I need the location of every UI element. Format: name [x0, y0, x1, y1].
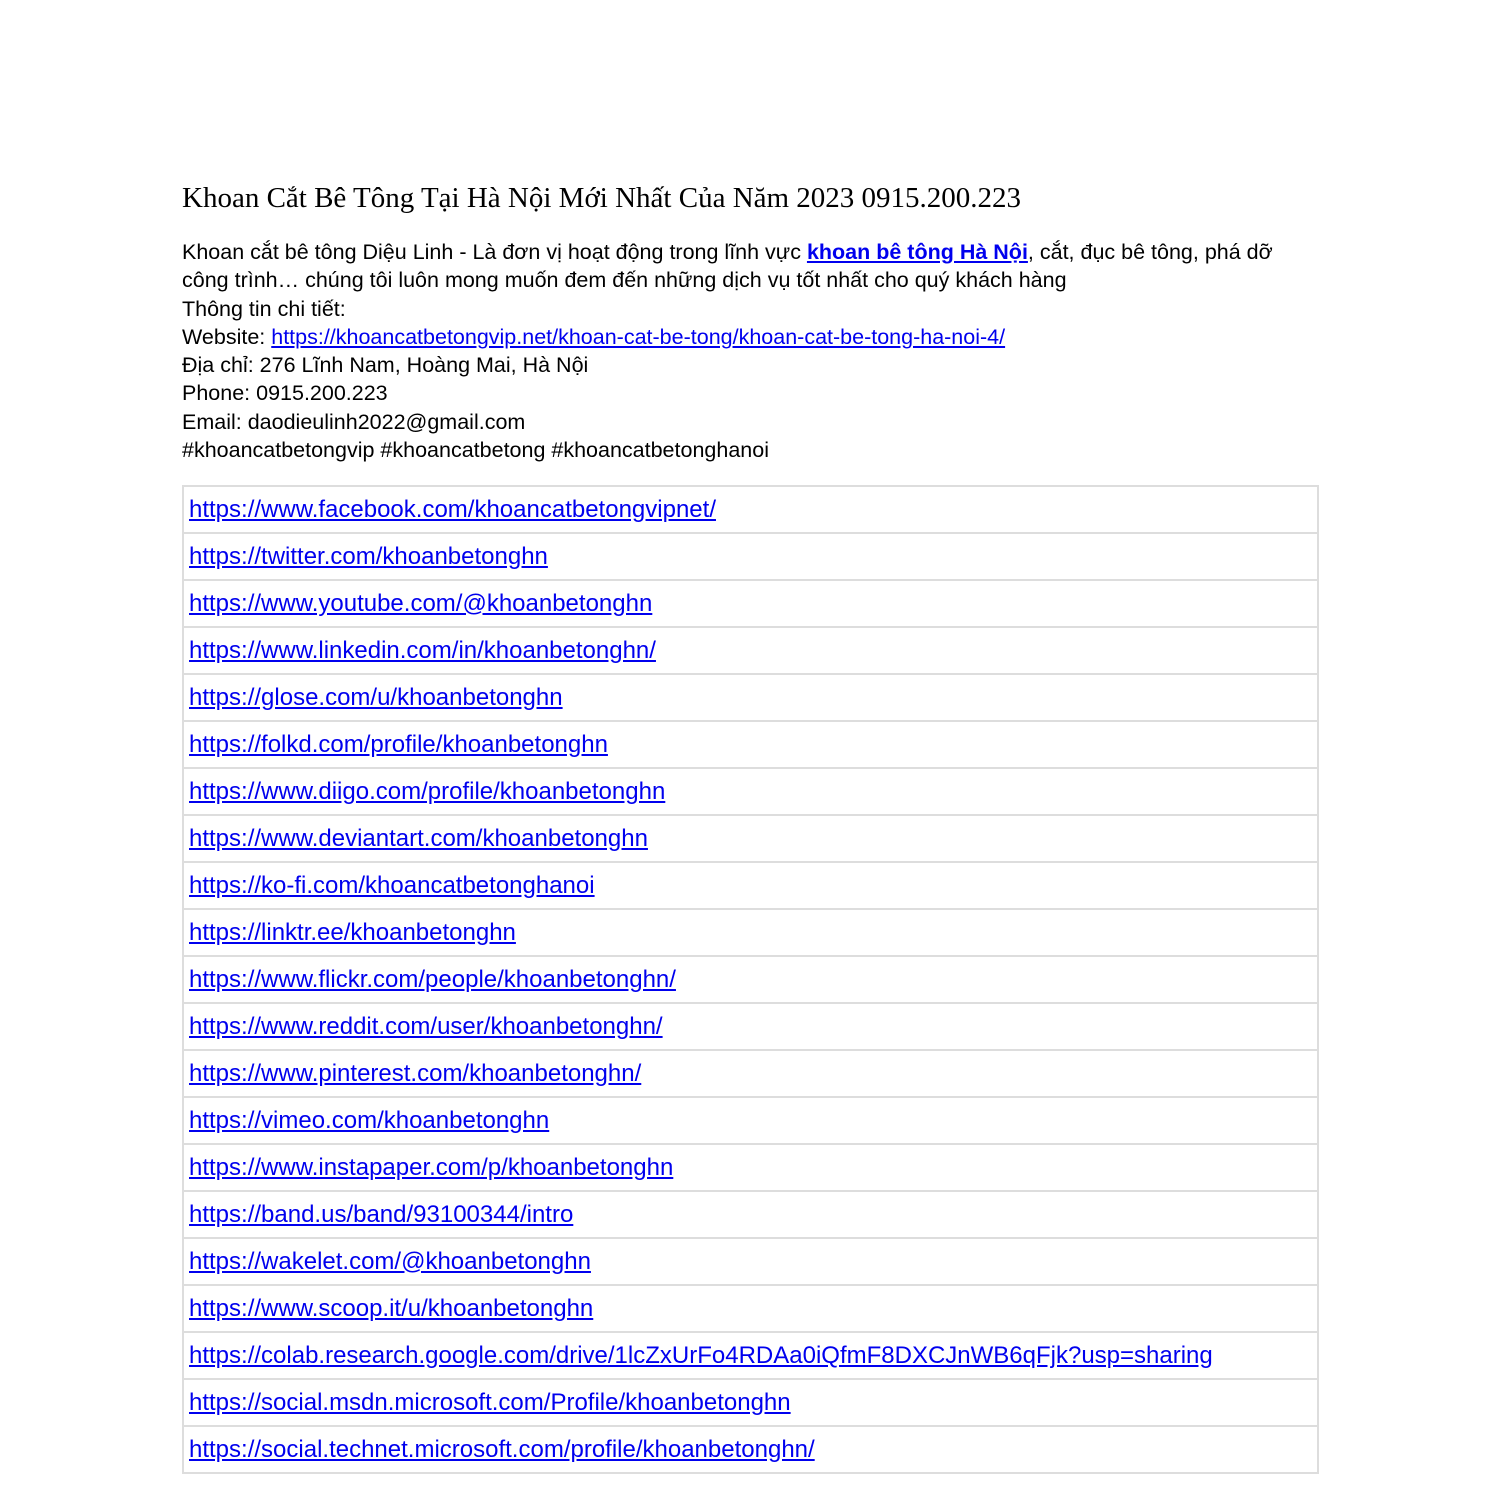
table-row	[183, 721, 1318, 768]
link-cell	[183, 815, 1318, 862]
website-line	[182, 323, 1312, 351]
link-cell	[183, 956, 1318, 1003]
table-row	[183, 627, 1318, 674]
table-row	[183, 533, 1318, 580]
link-cell	[183, 862, 1318, 909]
table-row	[183, 1050, 1318, 1097]
intro-text-cont: , cắt, đục bê tông, phá dỡ công trình… chúng tôi luôn mong muốn đem đến những dịch vụ tốt nhất cho quý khách hàng	[182, 240, 1273, 293]
link-cell	[183, 1285, 1318, 1332]
table-row	[183, 1426, 1318, 1473]
table-row	[183, 674, 1318, 721]
link-cell	[183, 1003, 1318, 1050]
table-row	[183, 956, 1318, 1003]
table-row	[183, 1003, 1318, 1050]
table-row	[183, 768, 1318, 815]
profile-link[interactable]: https://ko-fi.com/khoancatbetonghanoi	[189, 871, 595, 899]
table-row	[183, 1097, 1318, 1144]
profile-link[interactable]: https://band.us/band/93100344/intro	[189, 1200, 574, 1228]
intro-text: Khoan cắt bê tông Diệu Linh - Là đơn vị hoạt động trong lĩnh vực	[182, 240, 807, 264]
profile-link[interactable]: https://www.pinterest.com/khoanbetonghn/	[189, 1059, 642, 1087]
link-cell	[183, 1144, 1318, 1191]
table-row	[183, 1238, 1318, 1285]
profile-link[interactable]: https://vimeo.com/khoanbetonghn	[189, 1106, 550, 1134]
table-row	[183, 815, 1318, 862]
link-cell	[183, 1191, 1318, 1238]
table-row	[183, 580, 1318, 627]
link-cell	[183, 1097, 1318, 1144]
link-cell	[183, 1426, 1318, 1473]
table-row	[183, 909, 1318, 956]
link-cell	[183, 674, 1318, 721]
profile-link[interactable]: https://www.instapaper.com/p/khoanbetonghn	[189, 1153, 674, 1181]
profile-link[interactable]: https://www.linkedin.com/in/khoanbetonghn/	[189, 636, 656, 664]
profile-link[interactable]: https://colab.research.google.com/drive/1lcZxUrFo4RDAa0iQfmF8DXCJnWB6qFjk?usp=sharing	[189, 1341, 1213, 1369]
table-row	[183, 1285, 1318, 1332]
link-cell	[183, 1238, 1318, 1285]
email: Email: daodieulinh2022@gmail.com	[182, 409, 526, 434]
table-row	[183, 1332, 1318, 1379]
link-cell	[183, 721, 1318, 768]
website-link[interactable]: https://khoancatbetongvip.net/khoan-cat-be-tong/khoan-cat-be-tong-ha-noi-4/	[271, 324, 1006, 349]
address: Địa chỉ: 276 Lĩnh Nam, Hoàng Mai, Hà Nội	[182, 353, 589, 378]
table-row	[183, 1191, 1318, 1238]
phone: Phone: 0915.200.223	[182, 381, 388, 406]
profile-link[interactable]: https://wakelet.com/@khoanbetonghn	[189, 1247, 591, 1275]
link-cell	[183, 580, 1318, 627]
profile-link[interactable]: https://www.flickr.com/people/khoanbetonghn/	[189, 965, 676, 993]
website-label: Website:	[182, 324, 272, 349]
link-cell	[183, 486, 1318, 533]
link-cell	[183, 1332, 1318, 1379]
hashtags: #khoancatbetongvip #khoancatbetong #khoancatbetonghanoi	[182, 438, 769, 463]
link-cell	[183, 533, 1318, 580]
table-row	[183, 486, 1318, 533]
profile-link[interactable]: https://social.msdn.microsoft.com/Profile/khoanbetonghn	[189, 1388, 791, 1416]
intro-section	[182, 238, 1312, 464]
profile-link[interactable]: https://www.reddit.com/user/khoanbetonghn/	[189, 1012, 663, 1040]
details-heading: Thông tin chi tiết:	[182, 296, 346, 321]
profile-link[interactable]: https://www.facebook.com/khoancatbetongvipnet/	[189, 495, 716, 523]
table-row	[183, 1379, 1318, 1426]
profile-link[interactable]: https://linktr.ee/khoanbetonghn	[189, 918, 516, 946]
profile-link[interactable]: https://glose.com/u/khoanbetonghn	[189, 683, 563, 711]
profile-link[interactable]: https://www.youtube.com/@khoanbetonghn	[189, 589, 653, 617]
intro-paragraph	[182, 238, 1312, 295]
link-cell	[183, 627, 1318, 674]
table-row	[183, 862, 1318, 909]
profile-link[interactable]: https://twitter.com/khoanbetonghn	[189, 542, 548, 570]
inline-link[interactable]: khoan bê tông Hà Nội	[806, 240, 1028, 264]
profile-link[interactable]: https://www.diigo.com/profile/khoanbetonghn	[189, 777, 666, 805]
document-title: Khoan Cắt Bê Tông Tại Hà Nội Mới Nhất Của Năm 2023 0915.200.223	[182, 182, 1022, 214]
profile-link[interactable]: https://social.technet.microsoft.com/profile/khoanbetonghn/	[189, 1435, 815, 1463]
profile-link[interactable]: https://www.deviantart.com/khoanbetonghn	[189, 824, 648, 852]
links-table	[182, 485, 1319, 1474]
link-cell	[183, 1379, 1318, 1426]
link-cell	[183, 1050, 1318, 1097]
link-cell	[183, 909, 1318, 956]
table-row	[183, 1144, 1318, 1191]
profile-link[interactable]: https://www.scoop.it/u/khoanbetonghn	[189, 1294, 594, 1322]
link-cell	[183, 768, 1318, 815]
profile-link[interactable]: https://folkd.com/profile/khoanbetonghn	[189, 730, 608, 758]
